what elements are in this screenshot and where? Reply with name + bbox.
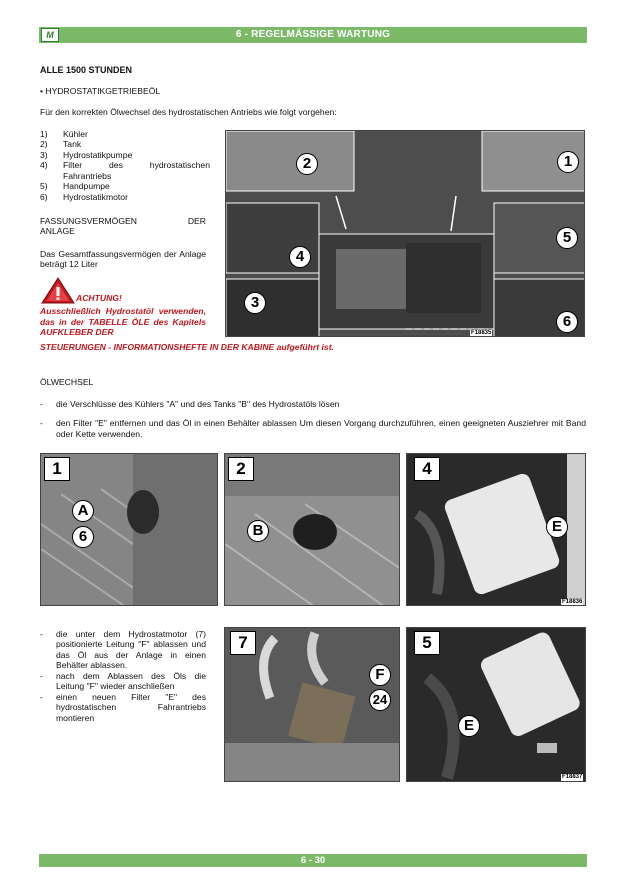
callout-f: F <box>369 664 391 686</box>
callout-a: A <box>72 500 94 522</box>
brand-logo <box>41 28 59 42</box>
list-item-number: 4) <box>40 160 48 171</box>
list-item <box>40 129 210 139</box>
page-footer: 6 - 30 <box>39 854 587 867</box>
callout-e: E <box>546 516 568 538</box>
list-item <box>40 192 210 202</box>
list-item-text: nach dem Ablassen des Öls die Leitung "F" wieder anschließen <box>56 670 206 692</box>
figure-code: F18836 <box>562 599 583 605</box>
list-dash: - <box>40 418 43 429</box>
list-item-text: Hydrostatikmotor <box>63 191 128 202</box>
intro-text: Für den korrekten Ölwechsel des hydrostatischen Antriebs wie folgt vorgehen: <box>40 107 337 117</box>
overview-callout-2: 2 <box>296 153 318 175</box>
photo-filter-install <box>406 627 586 782</box>
photo-number: 2 <box>228 457 254 481</box>
figure-code: F18837 <box>562 774 583 780</box>
capacity-heading-left: FASSUNGSVERMÖGEN <box>40 216 137 226</box>
warning-text-continued: STEUERUNGEN - INFORMATIONSHEFTE IN DER KABINE aufgeführt ist. <box>40 342 334 352</box>
warning-text: Ausschließlich Hydrostatöl verwenden, das in der TABELLE ÖLE des Kapitels AUFKLEBER DER <box>40 306 206 338</box>
overview-callout-1: 1 <box>557 151 579 173</box>
warning-icon <box>41 277 75 305</box>
callout-6: 6 <box>72 526 94 548</box>
photo-drain-line <box>224 627 400 782</box>
callout-e: E <box>458 715 480 737</box>
list-item <box>40 181 210 191</box>
list-item-number: 3) <box>40 149 48 160</box>
list-item <box>40 399 586 409</box>
overview-callout-4: 4 <box>289 246 311 268</box>
overview-callout-6: 6 <box>556 311 578 333</box>
list-item-text: einen neuen Filter "E" des hydrostatischen Fahrantriebs montieren <box>56 691 206 723</box>
component-list <box>40 129 210 202</box>
list-item-text: Tank <box>63 139 82 150</box>
oil-change-title: ÖLWECHSEL <box>40 377 94 387</box>
photo-radiator-cap <box>40 453 218 606</box>
list-item-text: Filter des hydrostatischen Fahrantriebs <box>63 160 210 181</box>
warning-label: ACHTUNG! <box>76 293 122 303</box>
section-title: ALLE 1500 STUNDEN <box>40 65 133 75</box>
list-item <box>40 139 210 149</box>
photo-number: 5 <box>414 631 440 655</box>
list-item-number: 2) <box>40 139 48 150</box>
callout-b: B <box>247 520 269 542</box>
list-item-text: Hydrostatikpumpe <box>63 149 133 160</box>
overview-photo <box>225 130 585 337</box>
list-item <box>40 418 586 439</box>
list-item-text: Kühler <box>63 129 88 139</box>
list-item <box>40 692 206 723</box>
capacity-text: Das Gesamtfassungsvermögen der Anlage beträgt 12 Liter <box>40 249 206 270</box>
list-dash: - <box>40 691 43 702</box>
list-item-text: die Verschlüsse des Kühlers "A" und des Tanks "B" des Hydrostatöls lösen <box>56 399 340 409</box>
overview-callout-3: 3 <box>244 292 266 314</box>
list-dash: - <box>40 399 43 409</box>
list-item-number: 5) <box>40 181 48 192</box>
list-item-number: 1) <box>40 129 48 139</box>
list-dash: - <box>40 629 43 639</box>
list-dash: - <box>40 670 43 681</box>
oil-change-steps <box>40 399 586 439</box>
brand-logo-letter: M <box>46 29 54 40</box>
capacity-heading <box>40 216 206 237</box>
list-item-text: den Filter "E" entfernen und das Öl in einen Behälter ablassen Um diesen Vorgang durchzuführen, einen geeigneten Ausziehrer mit Band oder Kette verwenden. <box>56 418 586 439</box>
list-item <box>40 671 206 692</box>
drain-steps <box>40 629 206 723</box>
subsection-title: • HYDROSTATIKGETRIEBEÖL <box>40 86 161 96</box>
page-header-title: 6 - REGELMÄSSIGE WARTUNG <box>235 29 391 40</box>
header-bar <box>39 27 587 43</box>
figure-code: F18835 <box>471 330 492 336</box>
list-item-text: Handpumpe <box>63 181 110 192</box>
list-item <box>40 160 210 181</box>
list-item-text: die unter dem Hydrostatmotor (7) positionierte Leitung "F" ablassen und das Öl aus der Anlage in einen Behälter ablassen. <box>56 629 206 671</box>
photo-number: 4 <box>414 457 440 481</box>
callout-24: 24 <box>369 689 391 711</box>
capacity-heading-line2: ANLAGE <box>40 226 75 237</box>
list-item-number: 6) <box>40 191 48 202</box>
photo-number: 7 <box>230 631 256 655</box>
photo-tank-cap <box>224 453 400 606</box>
photo-filter <box>406 453 586 606</box>
photo-number: 1 <box>44 457 70 481</box>
overview-callout-5: 5 <box>556 227 578 249</box>
list-item <box>40 629 206 671</box>
capacity-heading-right: DER <box>187 216 206 226</box>
list-item <box>40 150 210 160</box>
